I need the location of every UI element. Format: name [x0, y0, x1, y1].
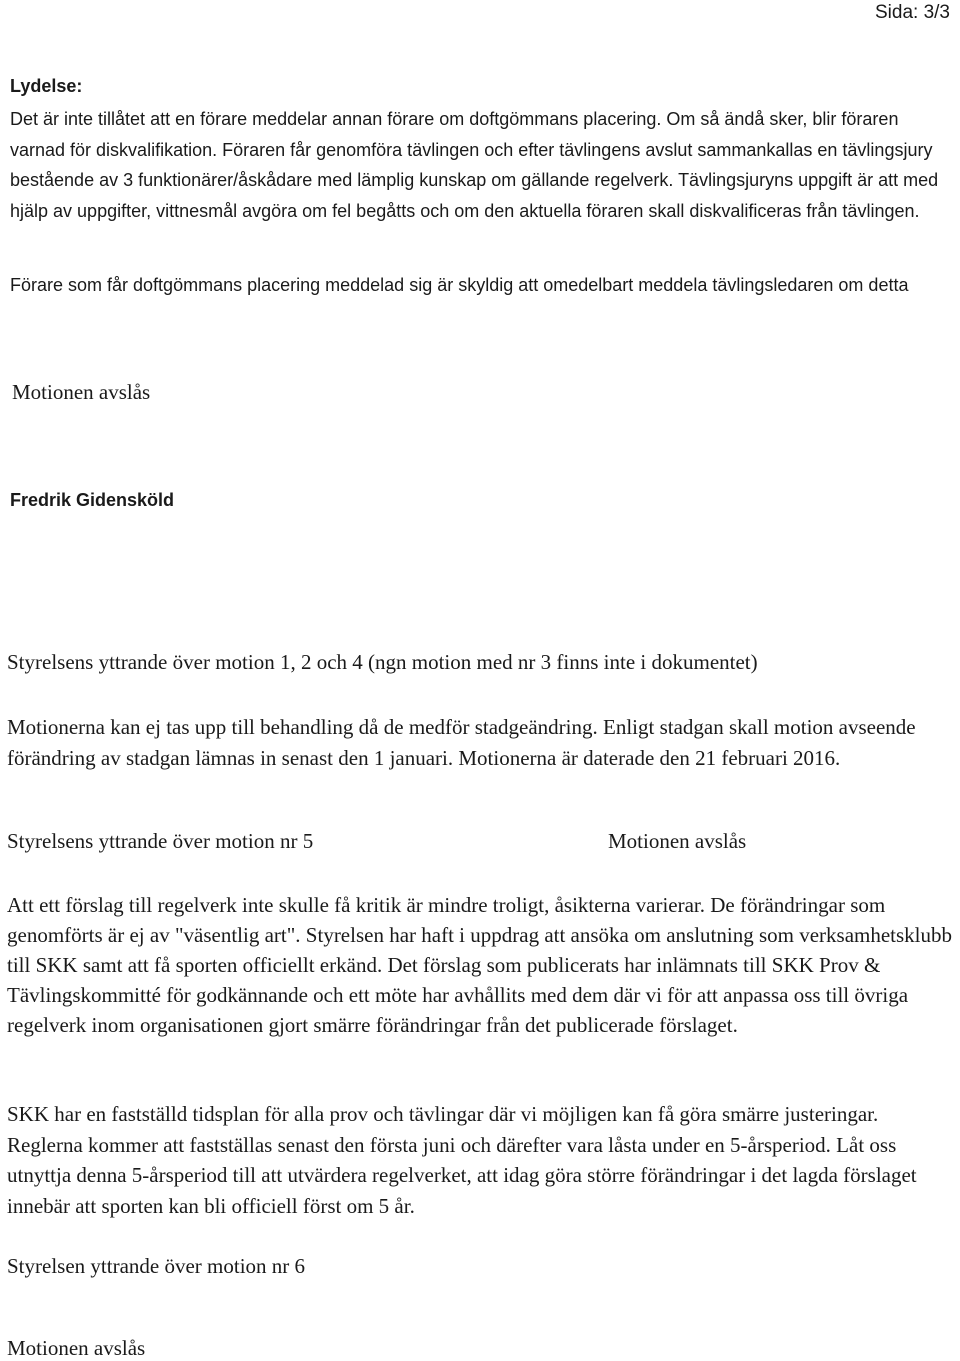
section-heading-motion-6: Styrelsen yttrande över motion nr 6	[7, 1254, 306, 1278]
section-body-motion-1-2-4: Motionerna kan ej tas upp till behandling då de medför stadgeändring. Enligt stadgan skall motion avseende förändring av stadgan lämnas in senast den 1 januari. Motionerna är daterade den 21 februari 2016.	[7, 715, 916, 770]
section-heading-motion-1-2-4: Styrelsens yttrande över motion 1, 2 och 4 (ngn motion med nr 3 finns inte i dokumentet)	[7, 650, 758, 674]
section-body-motion-5-part-2: SKK har en fastställd tidsplan för alla prov och tävlingar där vi möjligen kan få göra smärre justeringar. Reglerna kommer att fastställas senast den första juni och därefter vara låsta under en 5-årsperiod. Låt oss utnyttja denna 5-årsperiod till att utvärdera regelverket, att idag göra större förändringar i det lagda förslaget innebär att sporten kan bli officiell först om 5 år.	[7, 1102, 917, 1218]
decision-text-motion-6: Motionen avslås	[7, 1336, 146, 1360]
lydelse-paragraph: Det är inte tillåtet att en förare meddelar annan förare om doftgömmans placering. Om så ändå sker, blir föraren varnad för diskvalifikation. Föraren får genomföra tävlingen och efter tävlingens avslut sammankallas en tävlingsjury bestående av 3 funktionärer/åskådare med lämplig kunskap om gällande regelverk. Tävlingsjuryns uppgift är att med hjälp av uppgifter, vittnesmål avgöra om fel begåtts och om den aktuella föraren skall diskvalificeras från tävlingen.	[10, 109, 939, 221]
forare-paragraph: Förare som får doftgömmans placering meddelad sig är skyldig att omedelbart meddela tävlingsledaren om detta	[10, 275, 909, 295]
lydelse-heading: Lydelse:	[10, 76, 83, 96]
decision-text-motion-5: Motionen avslås	[608, 829, 747, 853]
page-number: Sida: 3/3	[875, 2, 950, 23]
author-name: Fredrik Gidensköld	[10, 490, 175, 510]
section-body-motion-5: Att ett förslag till regelverk inte skulle få kritik är mindre troligt, åsikterna varierar. De förändringar som genomförts är ej av "väsentlig art". Styrelsen har haft i uppdrag att ansöka om anslutning som verksamhetsklubb till SKK samt att få sporten officiellt erkänd. Det förslag som publicerats har inlämnats till SKK Prov & Tävlingskommitté för godkännande och ett möte har avhållits med dem där vi för att anpassa oss till övriga regelverk inom organisationen gjort smärre förändringar från det publicerade förslaget.	[7, 893, 953, 1037]
section-heading-motion-5: Styrelsens yttrande över motion nr 5	[7, 829, 314, 853]
decision-text: Motionen avslås	[12, 380, 151, 404]
